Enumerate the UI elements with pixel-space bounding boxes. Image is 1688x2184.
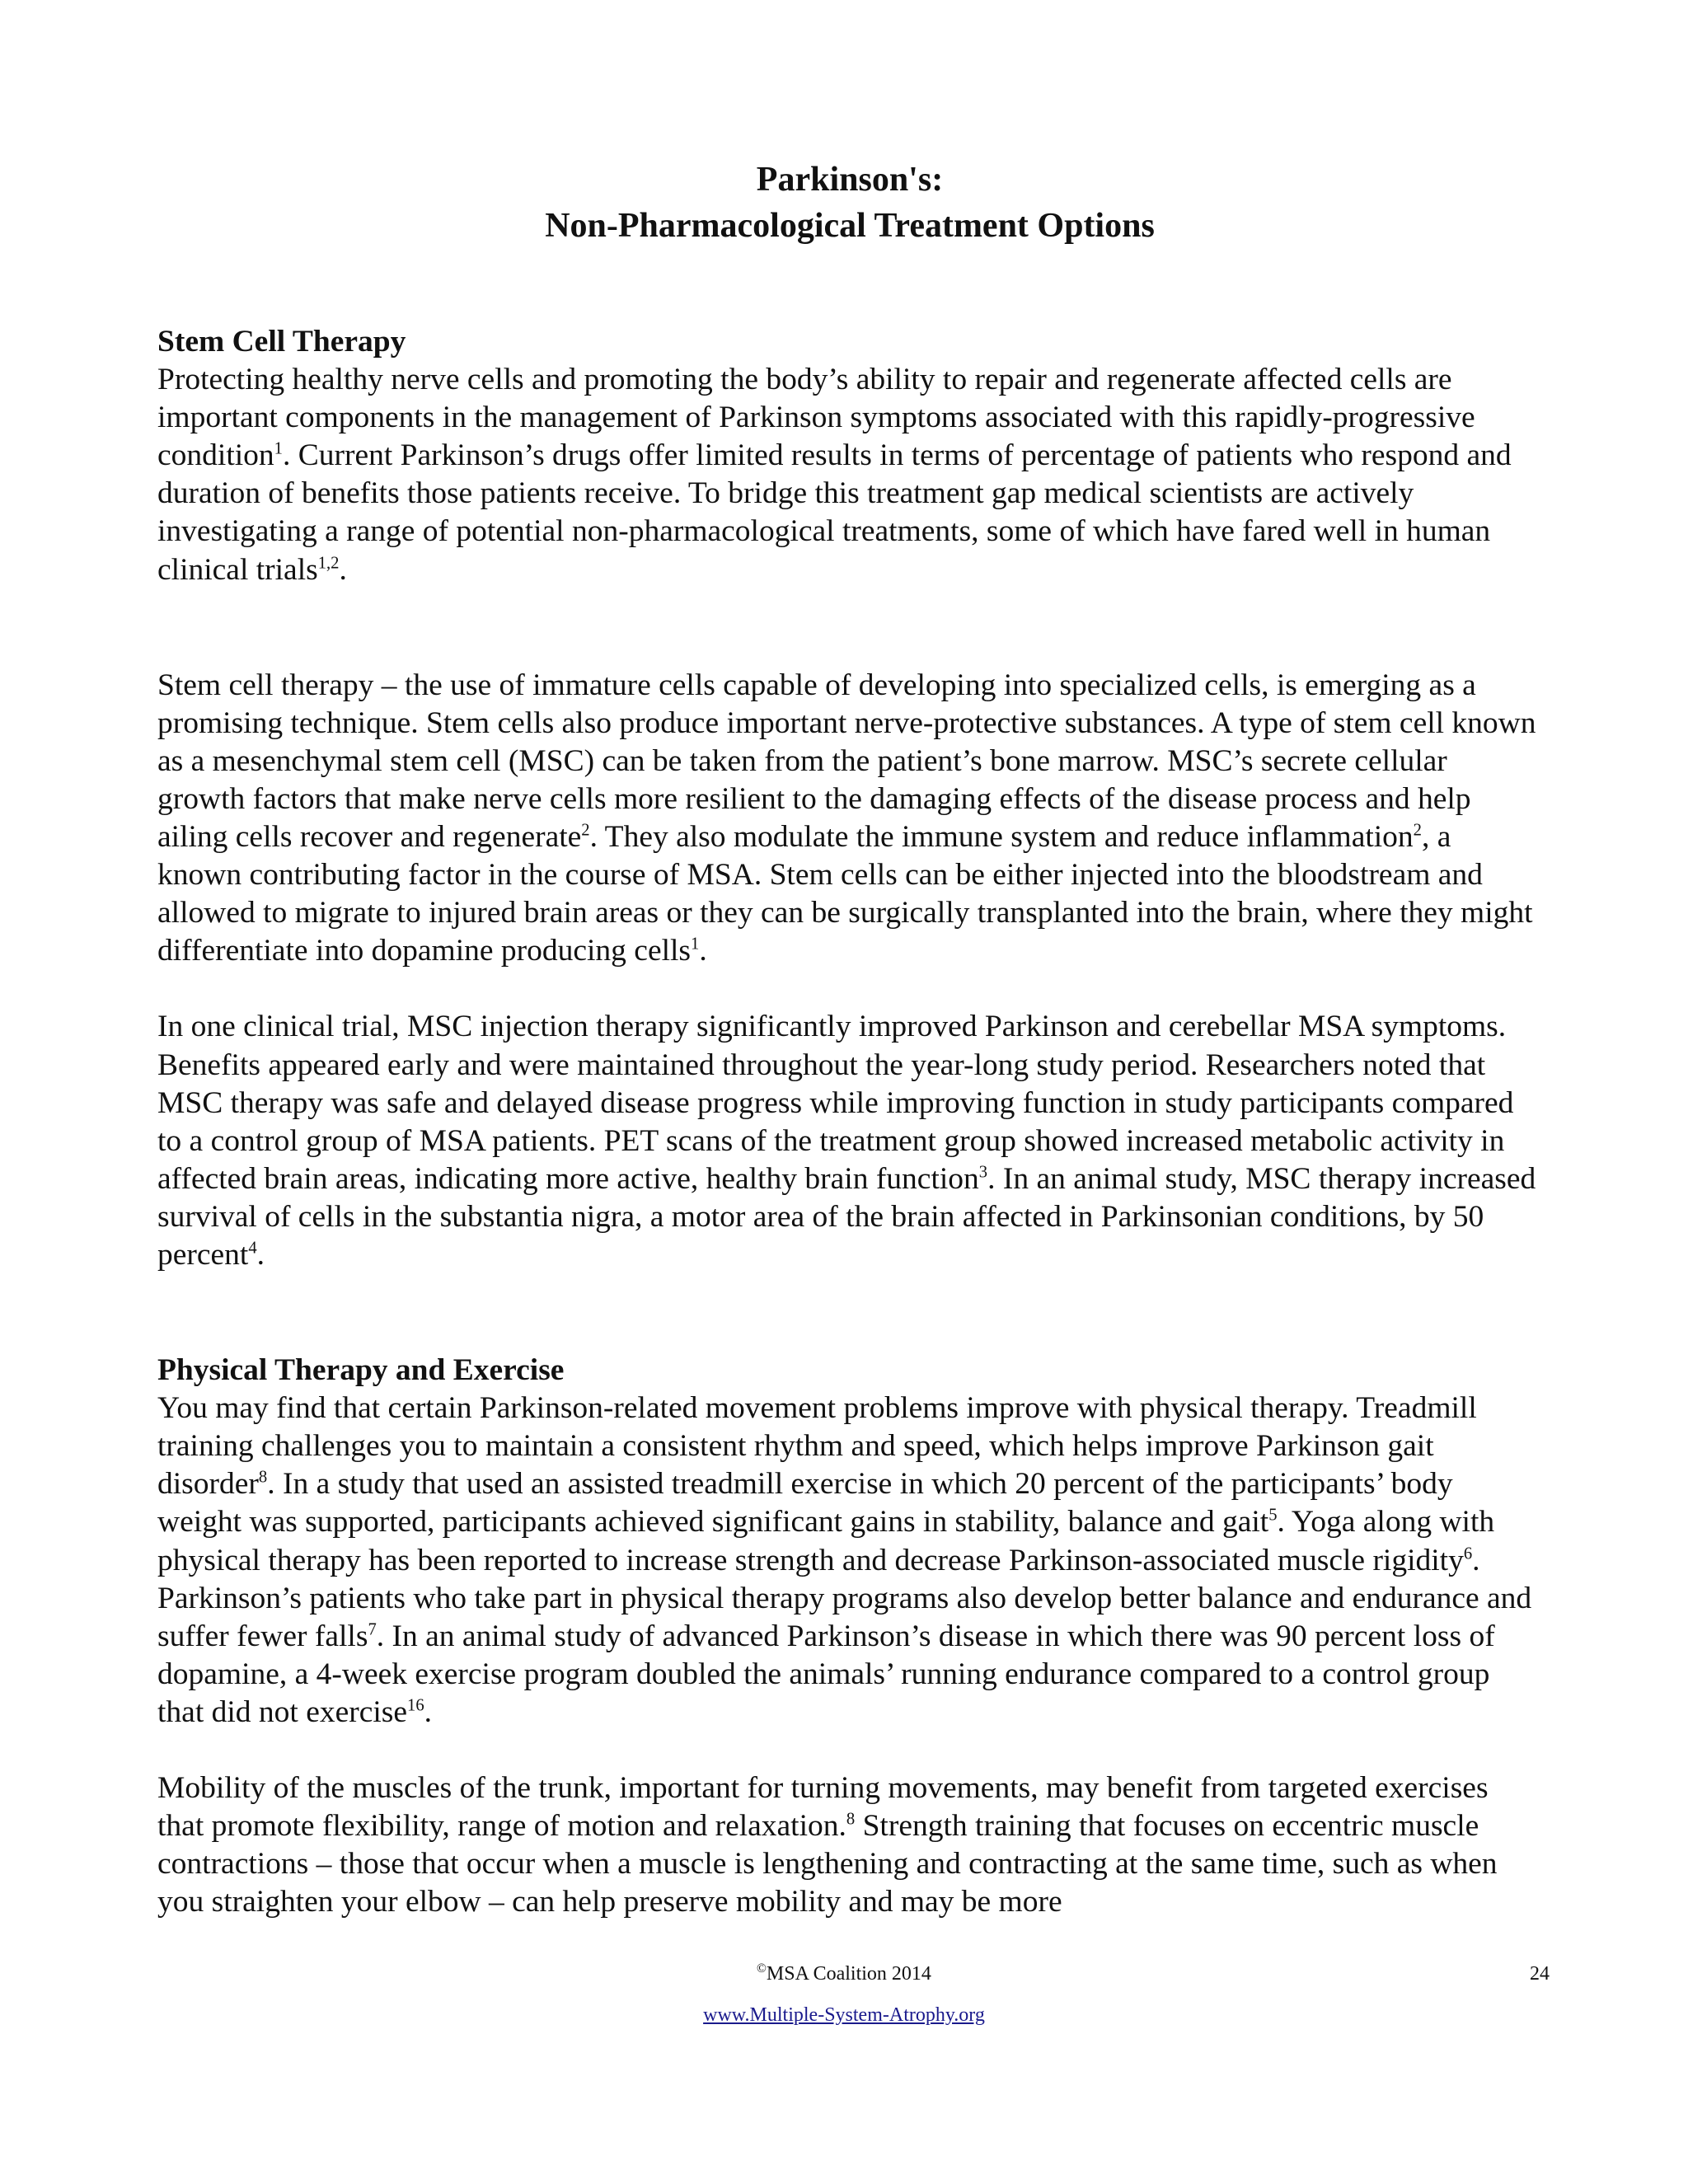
section-heading-physical-therapy: Physical Therapy and Exercise — [157, 1353, 565, 1388]
citation: 2 — [581, 821, 590, 840]
citation: 3 — [978, 1163, 988, 1182]
citation: 5 — [1268, 1506, 1278, 1525]
section-heading-stem-cell: Stem Cell Therapy — [157, 325, 406, 359]
citation: 8 — [258, 1468, 268, 1487]
citation: 2 — [1413, 821, 1422, 840]
paragraph-physical-1: You may find that certain Parkinson-related movement problems improve with physical therapy. Treadmill training challenges you to maintain a consistent rhythm and speed, which helps improve Parkinson gait disorder$^8$. In a study that used an assisted treadmill exercise in which 20 percent of the participants’ body weight was supported, participants achieved significant gains in stability, balance and gait$^5$. Yoga along with physical therapy has been reported to increase strength and decrease Parkinson-associated muscle rigidity$^6$. Parkinson’s patients who take part in physical therapy programs also develop better balance and endurance and suffer fewer falls$^7$. In an animal study of advanced Parkinson’s disease in which there was 90 percent loss of dopamine, a 4-week exercise program doubled the animals’ running endurance compared to a control group that did not exercise$^{16}$. — [157, 1391, 1532, 1729]
paragraph-stem-cell-3: In one clinical trial, MSC injection therapy significantly improved Parkinson and cerebellar MSA symptoms. Benefits appeared early and were maintained throughout the year-long study period. Researchers noted that MSC therapy was safe and delayed disease progress while improving function in study participants compared to a control group of MSA patients. PET scans of the treatment group showed increased metabolic activity in affected brain areas, indicating more active, healthy brain function$^3$. In an animal study, MSC therapy increased survival of cells in the substantia nigra, a motor area of the brain affected in Parkinsonian conditions, by 50 percent$^4$. — [157, 1010, 1536, 1272]
page-content — [157, 157, 1542, 1921]
citation: 16 — [407, 1696, 424, 1715]
footer-copyright — [0, 1961, 1688, 1986]
paragraph-physical-2: Mobility of the muscles of the trunk, important for turning movements, may benefit from targeted exercises that promote flexibility, range of motion and relaxation.$^8$ Strength training that focuses on eccentric muscle contractions – those that occur when a muscle is lengthening and contracting at the same time, such as when you straighten your elbow – can help preserve mobility and may be more — [157, 1771, 1498, 1919]
paragraph-stem-cell-2: Stem cell therapy – the use of immature cells capable of developing into specialized cells, is emerging as a promising technique. Stem cells also produce important nerve-protective substances. A type of stem cell known as a mesenchymal stem cell (MSC) can be taken from the patient’s bone marrow. MSC’s secrete cellular growth factors that make nerve cells more resilient to the damaging effects of the disease process and help ailing cells recover and regenerate$^2$. They also modulate the immune system and reduce inflammation$^2$, a known contributing factor in the course of MSA. Stem cells can be either injected into the bloodstream and allowed to migrate to injured brain areas or they can be surgically transplanted into the brain, where they might differentiate into dopamine producing cells$^1$. — [157, 668, 1536, 968]
page-number: 24 — [1530, 1963, 1550, 1985]
citation: 1 — [274, 439, 283, 458]
copyright-symbol: © — [757, 1961, 767, 1975]
page-title — [157, 157, 1542, 249]
citation: 1,2 — [317, 554, 340, 573]
citation: 4 — [248, 1239, 257, 1258]
paragraph-stem-cell-1: Protecting healthy nerve cells and promoting the body’s ability to repair and regenerate affected cells are important components in the management of Parkinson symptoms associated with this rapidly-progressive condition$^1$. Current Parkinson’s drugs offer limited results in terms of percentage of patients who respond and duration of benefits those patients receive. To bridge this treatment gap medical scientists are actively investigating a range of potential non-pharmacological treatments, some of which have fared well in human clinical trials$^{1,2}$. — [157, 363, 1512, 587]
copyright-text: MSA Coalition 2014 — [766, 1963, 931, 1985]
citation: 7 — [368, 1620, 377, 1639]
footer-link-row — [0, 2003, 1688, 2027]
citation: 6 — [1463, 1544, 1473, 1563]
citation: 8 — [846, 1810, 856, 1829]
title-line-2: Non-Pharmacological Treatment Options — [545, 207, 1155, 245]
title-line-1: Parkinson's: — [756, 161, 944, 199]
citation: 1 — [691, 935, 700, 954]
website-link[interactable]: www.Multiple-System-Atrophy.org — [703, 2004, 985, 2026]
